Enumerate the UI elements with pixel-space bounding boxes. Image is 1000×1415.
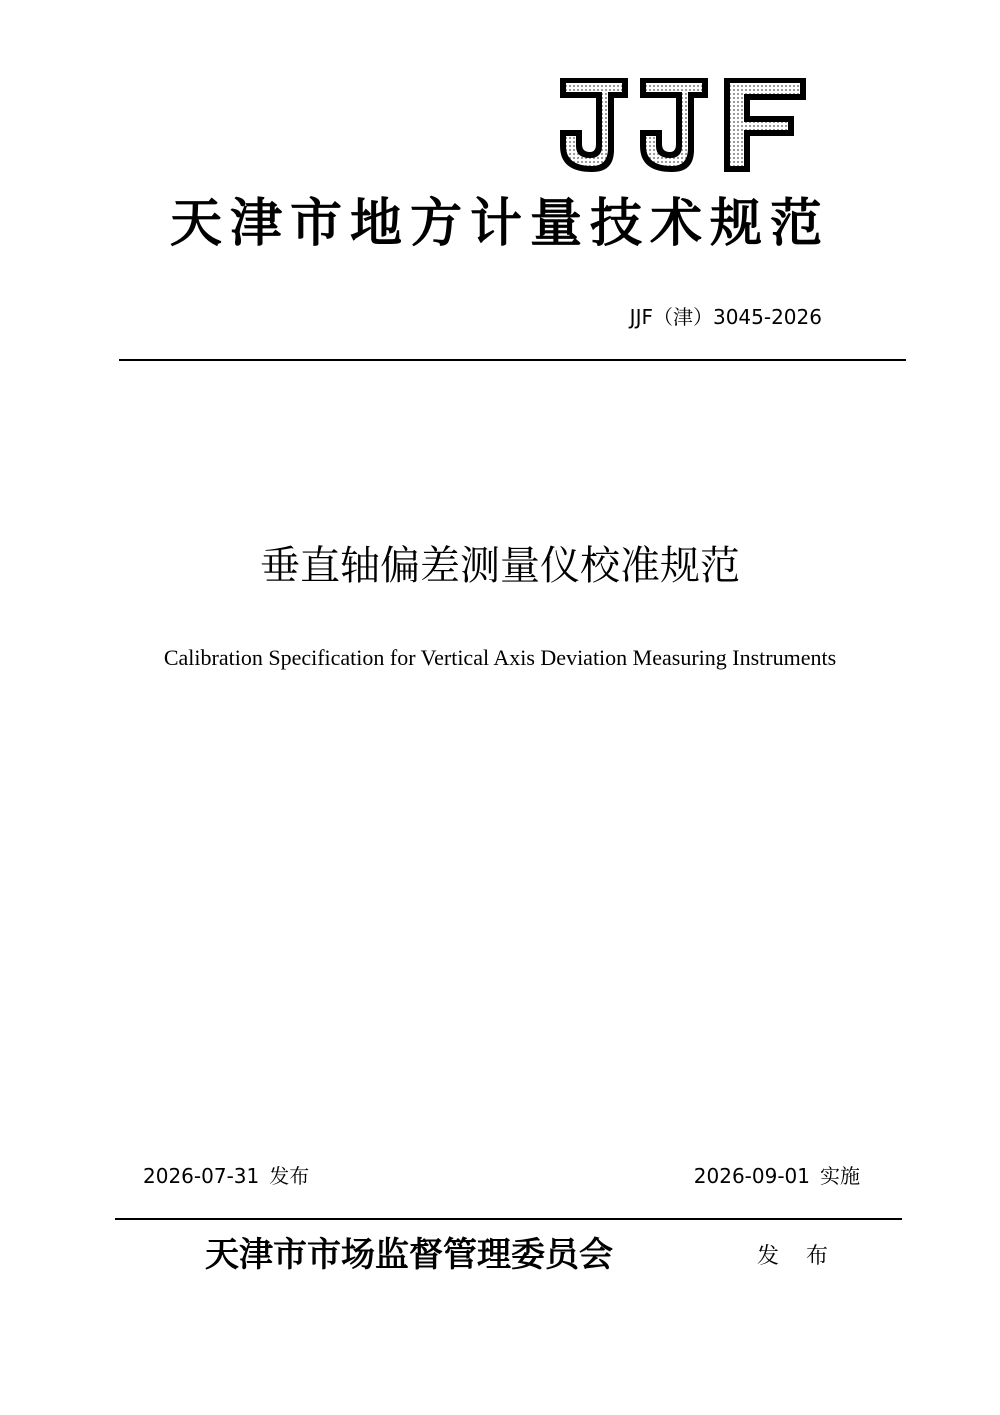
publisher-name: 天津市市场监督管理委员会 [205, 1235, 613, 1275]
issue-date-label: 发布 [269, 1164, 310, 1188]
document-title-chinese: 垂直轴偏差测量仪校准规范 [260, 543, 740, 589]
standard-type-heading: 天津市地方计量技术规范 [169, 193, 830, 254]
jjf-logo [556, 72, 808, 176]
issue-date [143, 1161, 309, 1191]
effective-date-value: 2026-09-01 [693, 1164, 810, 1188]
issue-date-value: 2026-07-31 [143, 1164, 260, 1188]
publish-label: 发 布 [757, 1244, 838, 1269]
effective-date-label: 实施 [820, 1164, 860, 1188]
bottom-divider [115, 1218, 902, 1220]
effective-date [694, 1161, 860, 1191]
standard-number: JJF（津）3045-2026 [629, 305, 822, 329]
top-divider [119, 359, 906, 361]
document-title-english: Calibration Specification for Vertical Axis Deviation Measuring Instruments [163, 645, 837, 670]
